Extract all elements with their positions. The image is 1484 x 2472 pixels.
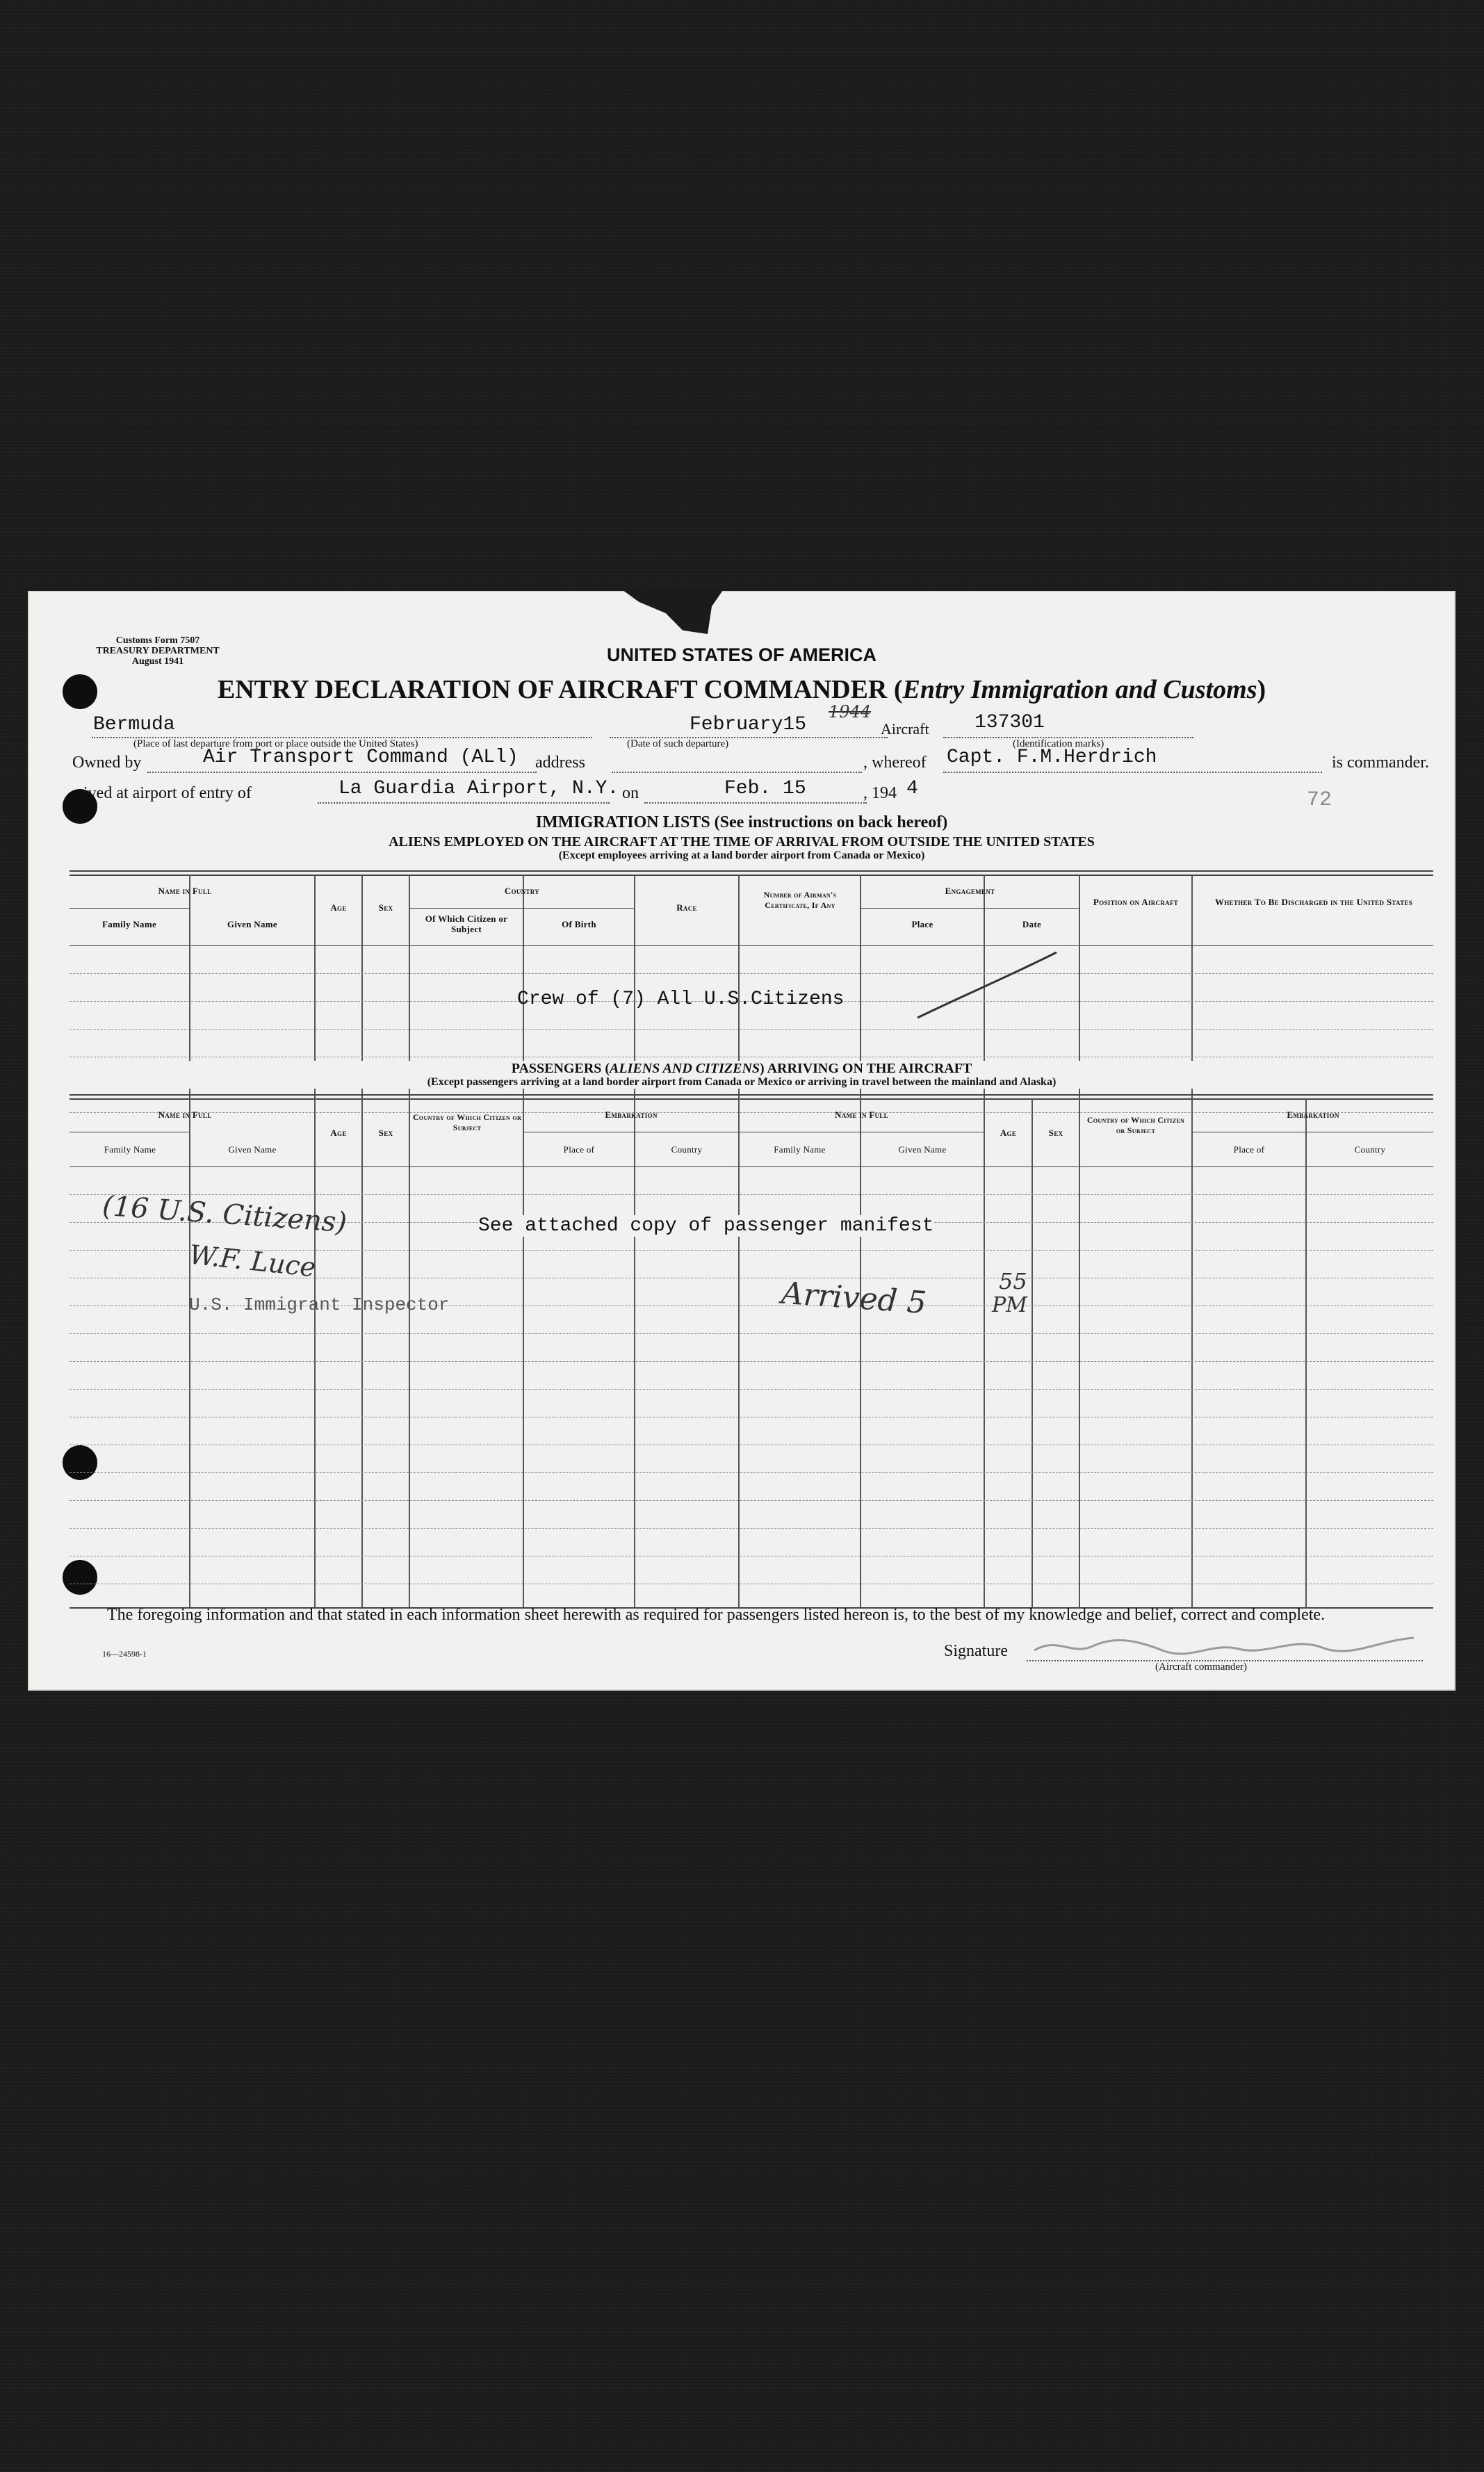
title-italic: Entry Immigration and Customs xyxy=(902,675,1257,704)
pcol-family-name-2: Family Name xyxy=(774,1144,826,1155)
form-number: Customs Form 7507 xyxy=(115,635,200,646)
punch-hole xyxy=(63,1560,97,1595)
certification-text: The foregoing information and that stated in each information sheet herewith as required for passengers listed hereon is, to the best of my knowledge and belief, correct and complete. xyxy=(107,1606,1326,1624)
immigration-heading: IMMIGRATION LISTS (See instructions on back hereof) xyxy=(535,813,948,831)
passengers-heading-pre: PASSENGERS ( xyxy=(511,1061,610,1076)
manifest-note: See attached copy of passenger manifest xyxy=(478,1215,934,1237)
handwritten-time-pm: PM xyxy=(992,1293,1027,1317)
form-date: August 1941 xyxy=(131,656,184,667)
pcol-country: Country xyxy=(671,1144,703,1155)
title-end: ) xyxy=(1257,675,1266,704)
departure-place-caption: (Place of last departure from port or place outside the United States) xyxy=(133,738,418,749)
arrival-year-value: 4 xyxy=(906,778,918,799)
title-main: ENTRY DECLARATION OF AIRCRAFT COMMANDER ( xyxy=(217,675,903,704)
passengers-heading-post: ) ARRIVING ON THE AIRCRAFT xyxy=(760,1061,972,1076)
col-airman-certificate: Number of Airman's Certificate, If Any xyxy=(763,890,837,910)
pcol-sex-2: Sex xyxy=(1048,1128,1063,1138)
aircraft-label: Aircraft xyxy=(881,720,929,738)
col-engagement-place: Place xyxy=(911,919,933,929)
commander-signature xyxy=(1030,1629,1419,1660)
on-label: on xyxy=(622,784,639,802)
col-citizen-of: Of Which Citizen or Subject xyxy=(425,913,508,934)
pcol-embarkation: Embarkation xyxy=(605,1109,658,1120)
pcol-age: Age xyxy=(330,1128,347,1138)
departure-date-caption: (Date of such departure) xyxy=(627,738,729,749)
pcol-given-name: Given Name xyxy=(228,1144,277,1155)
col-of-birth: Of Birth xyxy=(562,919,596,929)
address-label: address xyxy=(535,754,585,772)
passengers-subnote: (Except passengers arriving at a land border airport from Canada or Mexico or arriving in travel between the mainland and Alaska) xyxy=(29,1076,1454,1089)
whereof-label: , whereof xyxy=(863,754,927,772)
inspector-stamp: U.S. Immigrant Inspector xyxy=(189,1294,450,1315)
country-heading: UNITED STATES OF AMERICA xyxy=(607,644,876,665)
handwritten-slash xyxy=(912,948,1065,1025)
departure-date-value: February15 xyxy=(690,714,807,735)
pcol-name-in-full: Name in Full xyxy=(158,1109,212,1120)
commander-value: Capt. F.M.Herdrich xyxy=(947,747,1157,768)
passengers-heading-italic: ALIENS AND CITIZENS xyxy=(610,1061,760,1076)
col-country: Country xyxy=(504,886,540,896)
immigration-subheading: ALIENS EMPLOYED ON THE AIRCRAFT AT THE TIME OF ARRIVAL FROM OUTSIDE THE UNITED STATES xyxy=(389,834,1095,849)
pcol-citizen-of-2: Country of Which Citizen or Subject xyxy=(1086,1115,1185,1135)
pcol-given-name-2: Given Name xyxy=(898,1144,947,1155)
pcol-embarkation-2: Embarkation xyxy=(1287,1109,1339,1120)
pcol-place-of-2: Place of xyxy=(1233,1144,1265,1155)
immigration-subnote: (Except employees arriving at a land border airport from Canada or Mexico) xyxy=(558,849,925,861)
departure-year-struck: 1944 xyxy=(829,702,872,722)
aircraft-caption: (Identification marks) xyxy=(1013,738,1104,749)
torn-edge xyxy=(620,588,724,634)
col-race: Race xyxy=(676,902,697,913)
owner-value: Air Transport Command (ALl) xyxy=(203,747,519,768)
handwritten-arrived: Arrived 5 xyxy=(780,1275,928,1322)
arrival-date-value: Feb. 15 xyxy=(724,778,806,799)
pcol-place-of: Place of xyxy=(563,1144,595,1155)
pcol-sex: Sex xyxy=(378,1128,393,1138)
year-prefix: , 194 xyxy=(863,784,897,802)
aircraft-number: 137301 xyxy=(975,712,1045,733)
form-title xyxy=(29,674,1454,705)
signature-caption: (Aircraft commander) xyxy=(1155,1661,1248,1673)
col-sex: Sex xyxy=(378,902,393,913)
pcol-age-2: Age xyxy=(1000,1128,1017,1138)
punch-hole xyxy=(63,1445,97,1480)
departure-place-value: Bermuda xyxy=(93,714,175,735)
arrived-label: rived at airport of entry of xyxy=(78,784,252,802)
handwritten-time-minutes: 55 xyxy=(999,1268,1027,1294)
col-position: Position on Aircraft xyxy=(1093,897,1179,907)
col-family-name: Family Name xyxy=(101,919,157,929)
department: TREASURY DEPARTMENT xyxy=(96,646,220,656)
col-engagement: Engagement xyxy=(945,886,995,896)
col-discharged: Whether To Be Discharged in the United States xyxy=(1214,897,1413,907)
col-engagement-date: Date xyxy=(1022,919,1042,929)
passengers-heading xyxy=(29,1061,1454,1077)
pcol-name-in-full-2: Name in Full xyxy=(835,1109,888,1120)
pcol-country-2: Country xyxy=(1354,1144,1386,1155)
handwritten-count: (16 U.S. Citizens) xyxy=(101,1189,348,1239)
pcol-family-name: Family Name xyxy=(104,1144,156,1155)
col-given-name: Given Name xyxy=(227,919,277,929)
crew-note: Crew of (7) All U.S.Citizens xyxy=(517,989,845,1010)
col-name-in-full: Name in Full xyxy=(158,886,212,896)
handwritten-initials: W.F. Luce xyxy=(188,1239,318,1283)
is-commander-label: is commander. xyxy=(1332,754,1429,772)
owned-by-label: Owned by xyxy=(72,754,142,772)
signature-label: Signature xyxy=(944,1642,1008,1660)
printer-code: 16—24598-1 xyxy=(102,1649,147,1659)
margin-number: 72 xyxy=(1307,788,1332,812)
airport-value: La Guardia Airport, N.Y. xyxy=(339,778,619,799)
col-age: Age xyxy=(330,902,347,913)
form-sheet xyxy=(29,592,1454,1689)
pcol-citizen-of: Country of Which Citizen or Subject xyxy=(412,1112,522,1132)
